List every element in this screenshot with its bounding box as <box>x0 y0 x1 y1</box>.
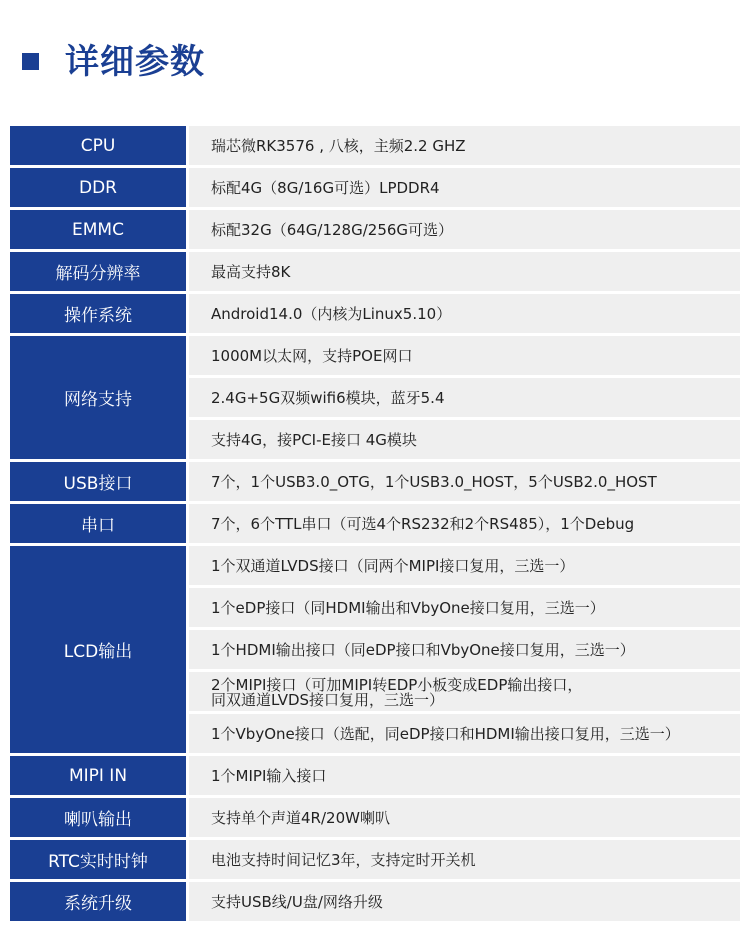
spec-value: Android14.0（内核为Linux5.10） <box>189 294 740 333</box>
spec-value: 2.4G+5G双频wifi6模块，蓝牙5.4 <box>189 378 740 417</box>
spec-value: 标配32G（64G/128G/256G可选） <box>189 210 740 249</box>
spec-value-text: 2个MIPI接口（可加MIPI转EDP小板变成EDP输出接口， 同双通道LVDS接口复用，三选一） <box>211 675 583 709</box>
spec-value: 7个，6个TTL串口（可选4个RS232和2个RS485），1个Debug <box>189 504 740 543</box>
spec-row-speaker <box>10 798 740 837</box>
spec-row-lcd <box>10 546 740 753</box>
spec-label: 串口 <box>10 504 186 543</box>
spec-value: 支持单个声道4R/20W喇叭 <box>189 798 740 837</box>
spec-row-mipi-in <box>10 756 740 795</box>
spec-row-emmc <box>10 210 740 249</box>
page-title: 详细参数 <box>65 41 205 82</box>
spec-row-usb <box>10 462 740 501</box>
spec-row-upgrade <box>10 882 740 921</box>
spec-label: 操作系统 <box>10 294 186 333</box>
spec-label: 系统升级 <box>10 882 186 921</box>
spec-label: DDR <box>10 168 186 207</box>
spec-label: MIPI IN <box>10 756 186 795</box>
spec-value: 支持USB线/U盘/网络升级 <box>189 882 740 921</box>
spec-row-network <box>10 336 740 459</box>
spec-label: CPU <box>10 126 186 165</box>
spec-label: USB接口 <box>10 462 186 501</box>
page-header <box>22 36 205 80</box>
spec-label: 解码分辨率 <box>10 252 186 291</box>
spec-label: 喇叭输出 <box>10 798 186 837</box>
spec-label: LCD输出 <box>10 546 186 753</box>
spec-value: 1个VbyOne接口（选配，同eDP接口和HDMI输出接口复用，三选一） <box>189 714 740 753</box>
spec-value: 1个双通道LVDS接口（同两个MIPI接口复用，三选一） <box>189 546 740 585</box>
spec-value: 支持4G，接PCI-E接口 4G模块 <box>189 420 740 459</box>
spec-label: RTC实时时钟 <box>10 840 186 879</box>
spec-value: 1个HDMI输出接口（同eDP接口和VbyOne接口复用，三选一） <box>189 630 740 669</box>
spec-row-ddr <box>10 168 740 207</box>
spec-table <box>10 126 740 924</box>
spec-value: 1000M以太网，支持POE网口 <box>189 336 740 375</box>
spec-value: 1个MIPI输入接口 <box>189 756 740 795</box>
spec-label: EMMC <box>10 210 186 249</box>
spec-row-serial <box>10 504 740 543</box>
spec-row-decode <box>10 252 740 291</box>
spec-value: 瑞芯微RK3576 , 八核，主频2.2 GHZ <box>189 126 740 165</box>
spec-value: 7个，1个USB3.0_OTG，1个USB3.0_HOST，5个USB2.0_HOST <box>189 462 740 501</box>
spec-row-rtc <box>10 840 740 879</box>
square-bullet-icon <box>22 53 39 70</box>
spec-row-os <box>10 294 740 333</box>
spec-value <box>189 672 740 711</box>
spec-row-cpu <box>10 126 740 165</box>
spec-value: 标配4G（8G/16G可选）LPDDR4 <box>189 168 740 207</box>
spec-label: 网络支持 <box>10 336 186 459</box>
spec-value: 电池支持时间记忆3年，支持定时开关机 <box>189 840 740 879</box>
spec-value: 最高支持8K <box>189 252 740 291</box>
spec-value: 1个eDP接口（同HDMI输出和VbyOne接口复用，三选一） <box>189 588 740 627</box>
